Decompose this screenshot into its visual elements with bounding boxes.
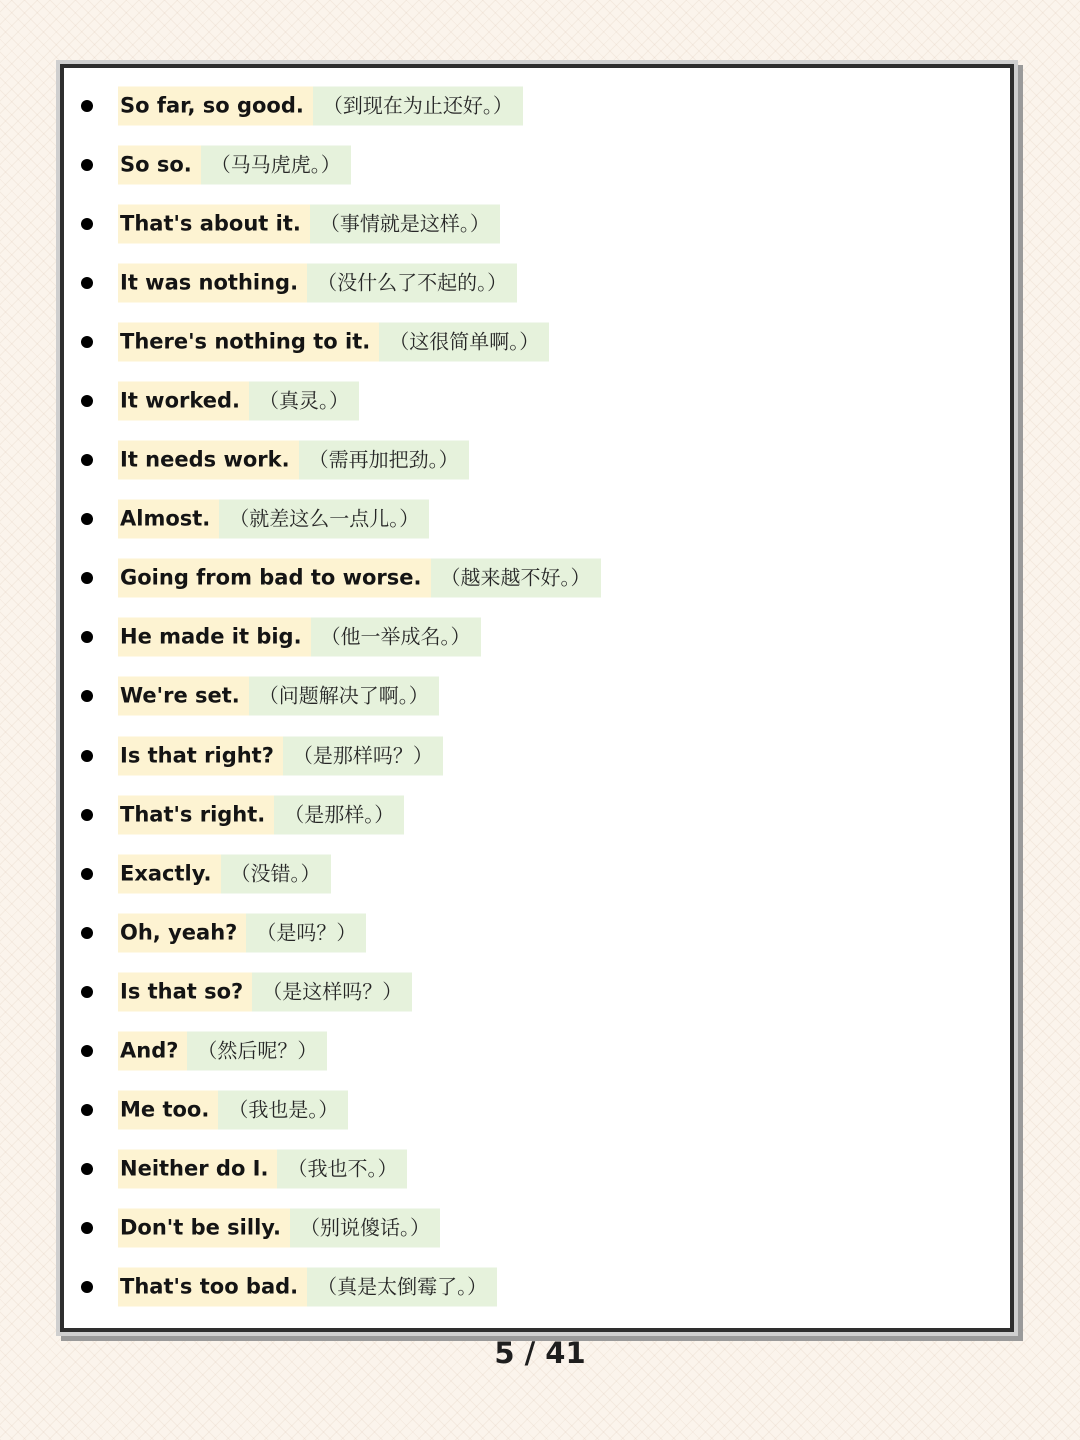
chinese-translation: （真灵。） — [249, 382, 359, 421]
list-item — [64, 194, 1010, 253]
english-phrase: We're set. — [118, 677, 249, 716]
english-phrase: Almost. — [118, 500, 219, 539]
english-phrase: Is that so? — [118, 972, 252, 1011]
phrase-row — [118, 86, 523, 125]
bullet-icon — [81, 100, 93, 112]
chinese-translation: （是吗？） — [246, 913, 366, 952]
bullet-icon — [81, 277, 93, 289]
english-phrase: Exactly. — [118, 854, 221, 893]
bullet-icon — [81, 1163, 93, 1175]
phrase-row — [118, 1209, 440, 1248]
chinese-translation: （他一举成名。） — [311, 618, 481, 657]
bullet-icon — [81, 927, 93, 939]
chinese-translation: （到现在为止还好。） — [313, 86, 523, 125]
phrase-row — [118, 1268, 497, 1307]
chinese-translation: （别说傻话。） — [290, 1209, 440, 1248]
bullet-icon — [81, 868, 93, 880]
bullet-icon — [81, 336, 93, 348]
english-phrase: That's about it. — [118, 204, 310, 243]
phrase-row — [118, 736, 443, 775]
chinese-translation: （我也是。） — [218, 1091, 348, 1130]
phrase-row — [118, 618, 481, 657]
bullet-icon — [81, 690, 93, 702]
chinese-translation: （然后呢？） — [187, 1032, 327, 1071]
list-item — [64, 253, 1010, 312]
english-phrase: So far, so good. — [118, 86, 313, 125]
list-item — [64, 962, 1010, 1021]
phrase-row — [118, 795, 404, 834]
english-phrase: Oh, yeah? — [118, 913, 246, 952]
bullet-icon — [81, 1222, 93, 1234]
list-item — [64, 312, 1010, 371]
bullet-icon — [81, 1104, 93, 1116]
list-item — [64, 549, 1010, 608]
chinese-translation: （没错。） — [221, 854, 331, 893]
bullet-icon — [81, 572, 93, 584]
chinese-translation: （事情就是这样。） — [310, 204, 500, 243]
english-phrase: It worked. — [118, 382, 249, 421]
chinese-translation: （这很简单啊。） — [379, 322, 549, 361]
list-item — [64, 1258, 1010, 1317]
bullet-icon — [81, 750, 93, 762]
chinese-translation: （就差这么一点儿。） — [219, 500, 429, 539]
phrase-row — [118, 854, 331, 893]
bullet-icon — [81, 809, 93, 821]
bullet-icon — [81, 454, 93, 466]
chinese-translation: （是那样。） — [274, 795, 404, 834]
list-item — [64, 431, 1010, 490]
phrase-row — [118, 441, 469, 480]
list-item — [64, 1140, 1010, 1199]
phrase-row — [118, 972, 412, 1011]
english-phrase: Going from bad to worse. — [118, 559, 431, 598]
phrase-row — [118, 559, 601, 598]
list-item — [64, 785, 1010, 844]
chinese-translation: （是那样吗？） — [283, 736, 443, 775]
list-item — [64, 903, 1010, 962]
list-item — [64, 1199, 1010, 1258]
list-item — [64, 726, 1010, 785]
page-number: 5 / 41 — [494, 1336, 586, 1370]
bullet-icon — [81, 631, 93, 643]
bullet-icon — [81, 395, 93, 407]
bullet-icon — [81, 1045, 93, 1057]
phrase-row — [118, 1150, 407, 1189]
phrase-row — [118, 322, 549, 361]
english-phrase: He made it big. — [118, 618, 311, 657]
list-item — [64, 1081, 1010, 1140]
english-phrase: It needs work. — [118, 441, 299, 480]
phrase-row — [118, 145, 351, 184]
phrase-row — [118, 1032, 327, 1071]
list-item — [64, 76, 1010, 135]
bullet-icon — [81, 513, 93, 525]
phrase-list — [64, 76, 1010, 1317]
english-phrase: So so. — [118, 145, 201, 184]
chinese-translation: （越来越不好。） — [431, 559, 601, 598]
phrase-row — [118, 382, 359, 421]
phrase-row — [118, 263, 517, 302]
phrase-row — [118, 677, 439, 716]
chinese-translation: （需再加把劲。） — [299, 441, 469, 480]
chinese-translation: （真是太倒霉了。） — [307, 1268, 497, 1307]
english-phrase: It was nothing. — [118, 263, 307, 302]
list-item — [64, 135, 1010, 194]
phrase-row — [118, 500, 429, 539]
list-item — [64, 490, 1010, 549]
english-phrase: There's nothing to it. — [118, 322, 379, 361]
chinese-translation: （我也不。） — [277, 1150, 407, 1189]
english-phrase: Is that right? — [118, 736, 283, 775]
english-phrase: That's too bad. — [118, 1268, 307, 1307]
chinese-translation: （问题解决了啊。） — [249, 677, 439, 716]
list-item — [64, 608, 1010, 667]
list-item — [64, 667, 1010, 726]
list-item — [64, 844, 1010, 903]
list-item — [64, 1022, 1010, 1081]
list-item — [64, 371, 1010, 430]
chinese-translation: （是这样吗？） — [252, 972, 412, 1011]
english-phrase: Don't be silly. — [118, 1209, 290, 1248]
bullet-icon — [81, 1281, 93, 1293]
english-phrase: That's right. — [118, 795, 274, 834]
phrase-row — [118, 913, 366, 952]
english-phrase: Neither do I. — [118, 1150, 277, 1189]
bullet-icon — [81, 218, 93, 230]
english-phrase: Me too. — [118, 1091, 218, 1130]
phrase-row — [118, 1091, 348, 1130]
chinese-translation: （没什么了不起的。） — [307, 263, 517, 302]
phrase-card — [60, 64, 1014, 1332]
phrase-row — [118, 204, 500, 243]
bullet-icon — [81, 159, 93, 171]
chinese-translation: （马马虎虎。） — [201, 145, 351, 184]
bullet-icon — [81, 986, 93, 998]
english-phrase: And? — [118, 1032, 187, 1071]
